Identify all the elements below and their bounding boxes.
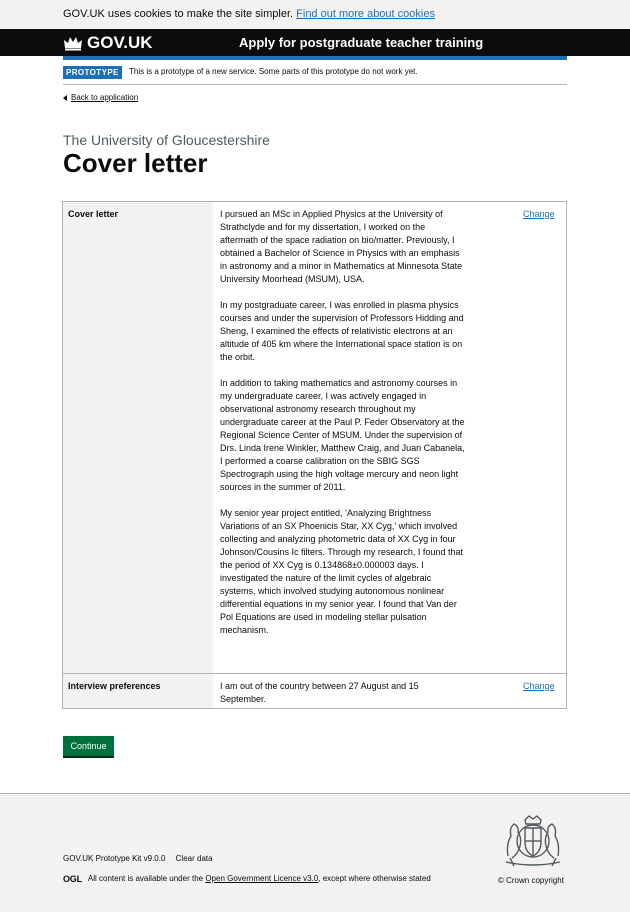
summary-value [220,208,465,637]
cookie-banner [0,0,630,29]
cookie-text: GOV.UK uses cookies to make the site simpler. [63,8,294,20]
cover-letter-paragraph: My senior year project entitled, ‘Analyzing Brightness Variations of an SX Phoenicis Star, XX Cyg,’ which involved collecting and analyzing photometric data of XX Cyg in four Johnson/Cousins Ic filters. Through my research, I found that the period of XX Cyg is 0.134868±0.000003 days. I investigated the nature of the limit cycles of algebraic systems, which involved studying autonomous nonlinear differential equations in my senior year. I found that Van der Pol Equations are used in modeling stellar pulsation mechanism. [220,508,463,635]
ogl-logo: OGL [63,874,82,884]
summary-list [62,201,567,709]
summary-key: Interview preferences [63,674,213,708]
royal-coat-of-arms-icon [498,814,568,870]
cover-letter-paragraph: I pursued an MSc in Applied Physics at the University of Strathclyde and for my dissertation, I worked on the aftermath of the space radiation on bio/matter. Previously, I obtained a Bachelor of Science in Physics with an emphasis in astronomy and a minor in Mathematics at Minnesota State University Moorhead (MSUM), USA. [220,209,463,284]
govuk-logo-link[interactable] [63,33,153,53]
phase-banner [63,64,567,85]
cookie-info-link[interactable]: Find out more about cookies [296,8,435,20]
footer-meta-links [63,854,221,864]
phase-text: This is a prototype of a new service. Some parts of this prototype do not work yet. [129,67,418,76]
page-caption: The University of Gloucestershire [63,132,270,148]
continue-button[interactable]: Continue [63,736,114,756]
prototype-kit-version: GOV.UK Prototype Kit v9.0.0 [63,854,166,863]
site-footer [0,793,630,912]
govuk-logo-text: GOV.UK [87,33,153,52]
cookie-message [63,8,435,21]
phase-tag: PROTOTYPE [63,66,122,79]
licence-link[interactable]: Open Government Licence v3.0 [205,874,319,883]
back-link[interactable] [63,93,138,103]
clear-data-link[interactable]: Clear data [175,854,213,863]
service-name-link[interactable]: Apply for postgraduate teacher training [239,35,484,50]
summary-key: Cover letter [63,202,213,673]
crown-icon [63,35,83,51]
summary-value: I am out of the country between 27 August and 15 September. [220,681,419,704]
site-header [0,29,630,56]
chevron-left-icon [63,95,67,101]
crown-copyright-link[interactable]: © Crown copyright [498,876,564,885]
page-title: Cover letter [63,148,208,178]
cover-letter-paragraph: In addition to taking mathematics and astronomy courses in my undergraduate career, I was actively engaged in observational astronomy research throughout my undergraduate career at the Paul P. Feder Observatory at the Regional Science Center of MSUM. Under the supervision of Drs. Linda Irene Winkler, Matthew Craig, and Juan Cabanela, I performed a coarse calibration on the SBIG SGS Spectrograph using the high voltage mercury and neon light sources in the summer of 2011. [220,378,465,492]
licence-suffix: , except where otherwise stated [318,874,431,883]
header-underline [63,56,567,60]
cover-letter-paragraph: In my postgraduate career, I was enrolled in plasma physics courses and under the supervision of Professors Hidding and Sheng, I examined the effects of relativistic electrons at an altitude of 405 km where the International space station is on the orbit. [220,300,464,362]
licence-text: All content is available under the [87,874,204,883]
summary-row-cover-letter [63,202,566,674]
change-cover-letter-link[interactable]: Change [523,209,555,219]
summary-row-interview-preferences [63,674,566,708]
change-interview-preferences-link[interactable]: Change [523,681,555,691]
licence-line [63,874,431,884]
back-link-label: Back to application [71,93,139,102]
